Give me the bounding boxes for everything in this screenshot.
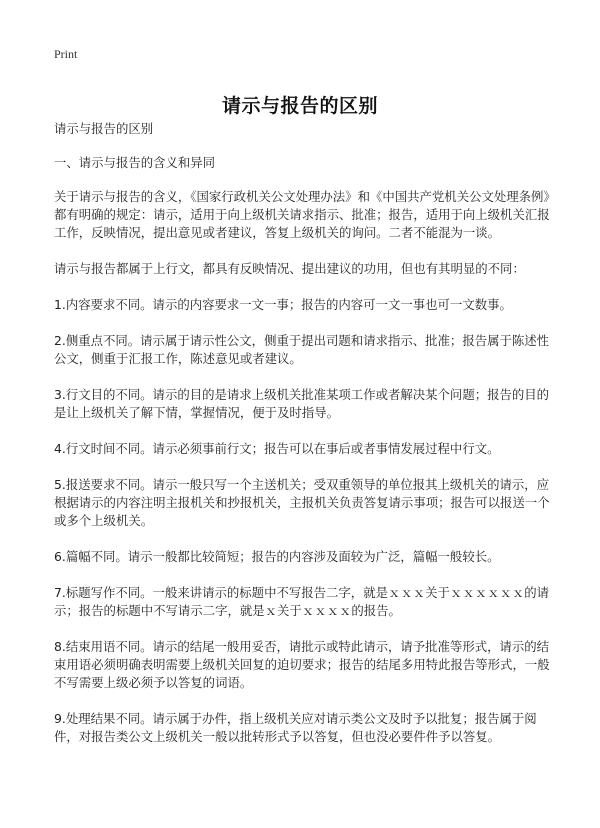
intro-paragraph: 关于请示与报告的含义，《国家行政机关公文处理办法》和《中国共产党机关公文处理条例》都有明确的规定：请示，适用于向上级机关请求指示、批准；报告，适用于向上级机关汇报工作，反映情况，提出意见或者建议，答复上级机关的询问。二者不能混为一谈。: [54, 189, 550, 240]
list-item: 9.处理结果不同。请示属于办件，指上级机关应对请示类公文及时予以批复；报告属于阅件，对报告类公文上级机关一般以批转形式予以答复，但也没必要件件予以答复。: [54, 711, 537, 744]
list-item: 8.结束用语不同。请示的结尾一般用妥否，请批示或特此请示，请予批准等形式，请示的结束用语必须明确表明需要上级机关回复的迫切要求；报告的结尾多用特此报告等形式，一般不写需要上级必须予以答复的词语。: [54, 639, 550, 690]
list-item: 4.行文时间不同。请示必须事前行文；报告可以在事后或者事情发展过程中行文。: [54, 441, 500, 456]
common-paragraph: 请示与报告都属于上行文，都具有反映情况、提出建议的功用，但也有其明显的不同：: [54, 261, 525, 276]
list-item: 3.行文目的不同。请示的目的是请求上级机关批准某项工作或者解决某个问题；报告的目的是让上级机关了解下情，掌握情况，便于及时指导。: [54, 387, 550, 420]
list-item: 5.报送要求不同。请示一般只写一个主送机关；受双重领导的单位报其上级机关的请示，应根据请示的内容注明主报机关和抄报机关，主报机关负责答复请示事项；报告可以报送一个或多个上级机关。: [54, 477, 550, 528]
document-subtitle: 请示与报告的区别: [54, 121, 154, 136]
print-label: Print: [54, 47, 78, 61]
document-body: [54, 120, 550, 764]
list-item: 2.侧重点不同。请示属于请示性公文，侧重于提出司题和请求指示、批准；报告属于陈述性公文，侧重于汇报工作，陈述意见或者建议。: [54, 333, 550, 366]
list-item: 7.标题写作不同。一般来讲请示的标题中不写报告二字，就是ｘｘｘ关于ｘｘｘｘｘｘ的请示；报告的标题中不写请示二字，就是ｘ关于ｘｘｘｘ的报告。: [54, 585, 550, 618]
page-title: 请示与报告的区别: [221, 94, 378, 117]
list-item: 1.内容要求不同。请示的内容要求一文一事；报告的内容可一文一事也可一文数事。: [54, 297, 512, 312]
list-item: 6.篇幅不同。请示一般都比较简短；报告的内容涉及面较为广泛，篇幅一般较长。: [54, 549, 500, 564]
section-heading: 一、请示与报告的含义和异同: [54, 155, 216, 170]
